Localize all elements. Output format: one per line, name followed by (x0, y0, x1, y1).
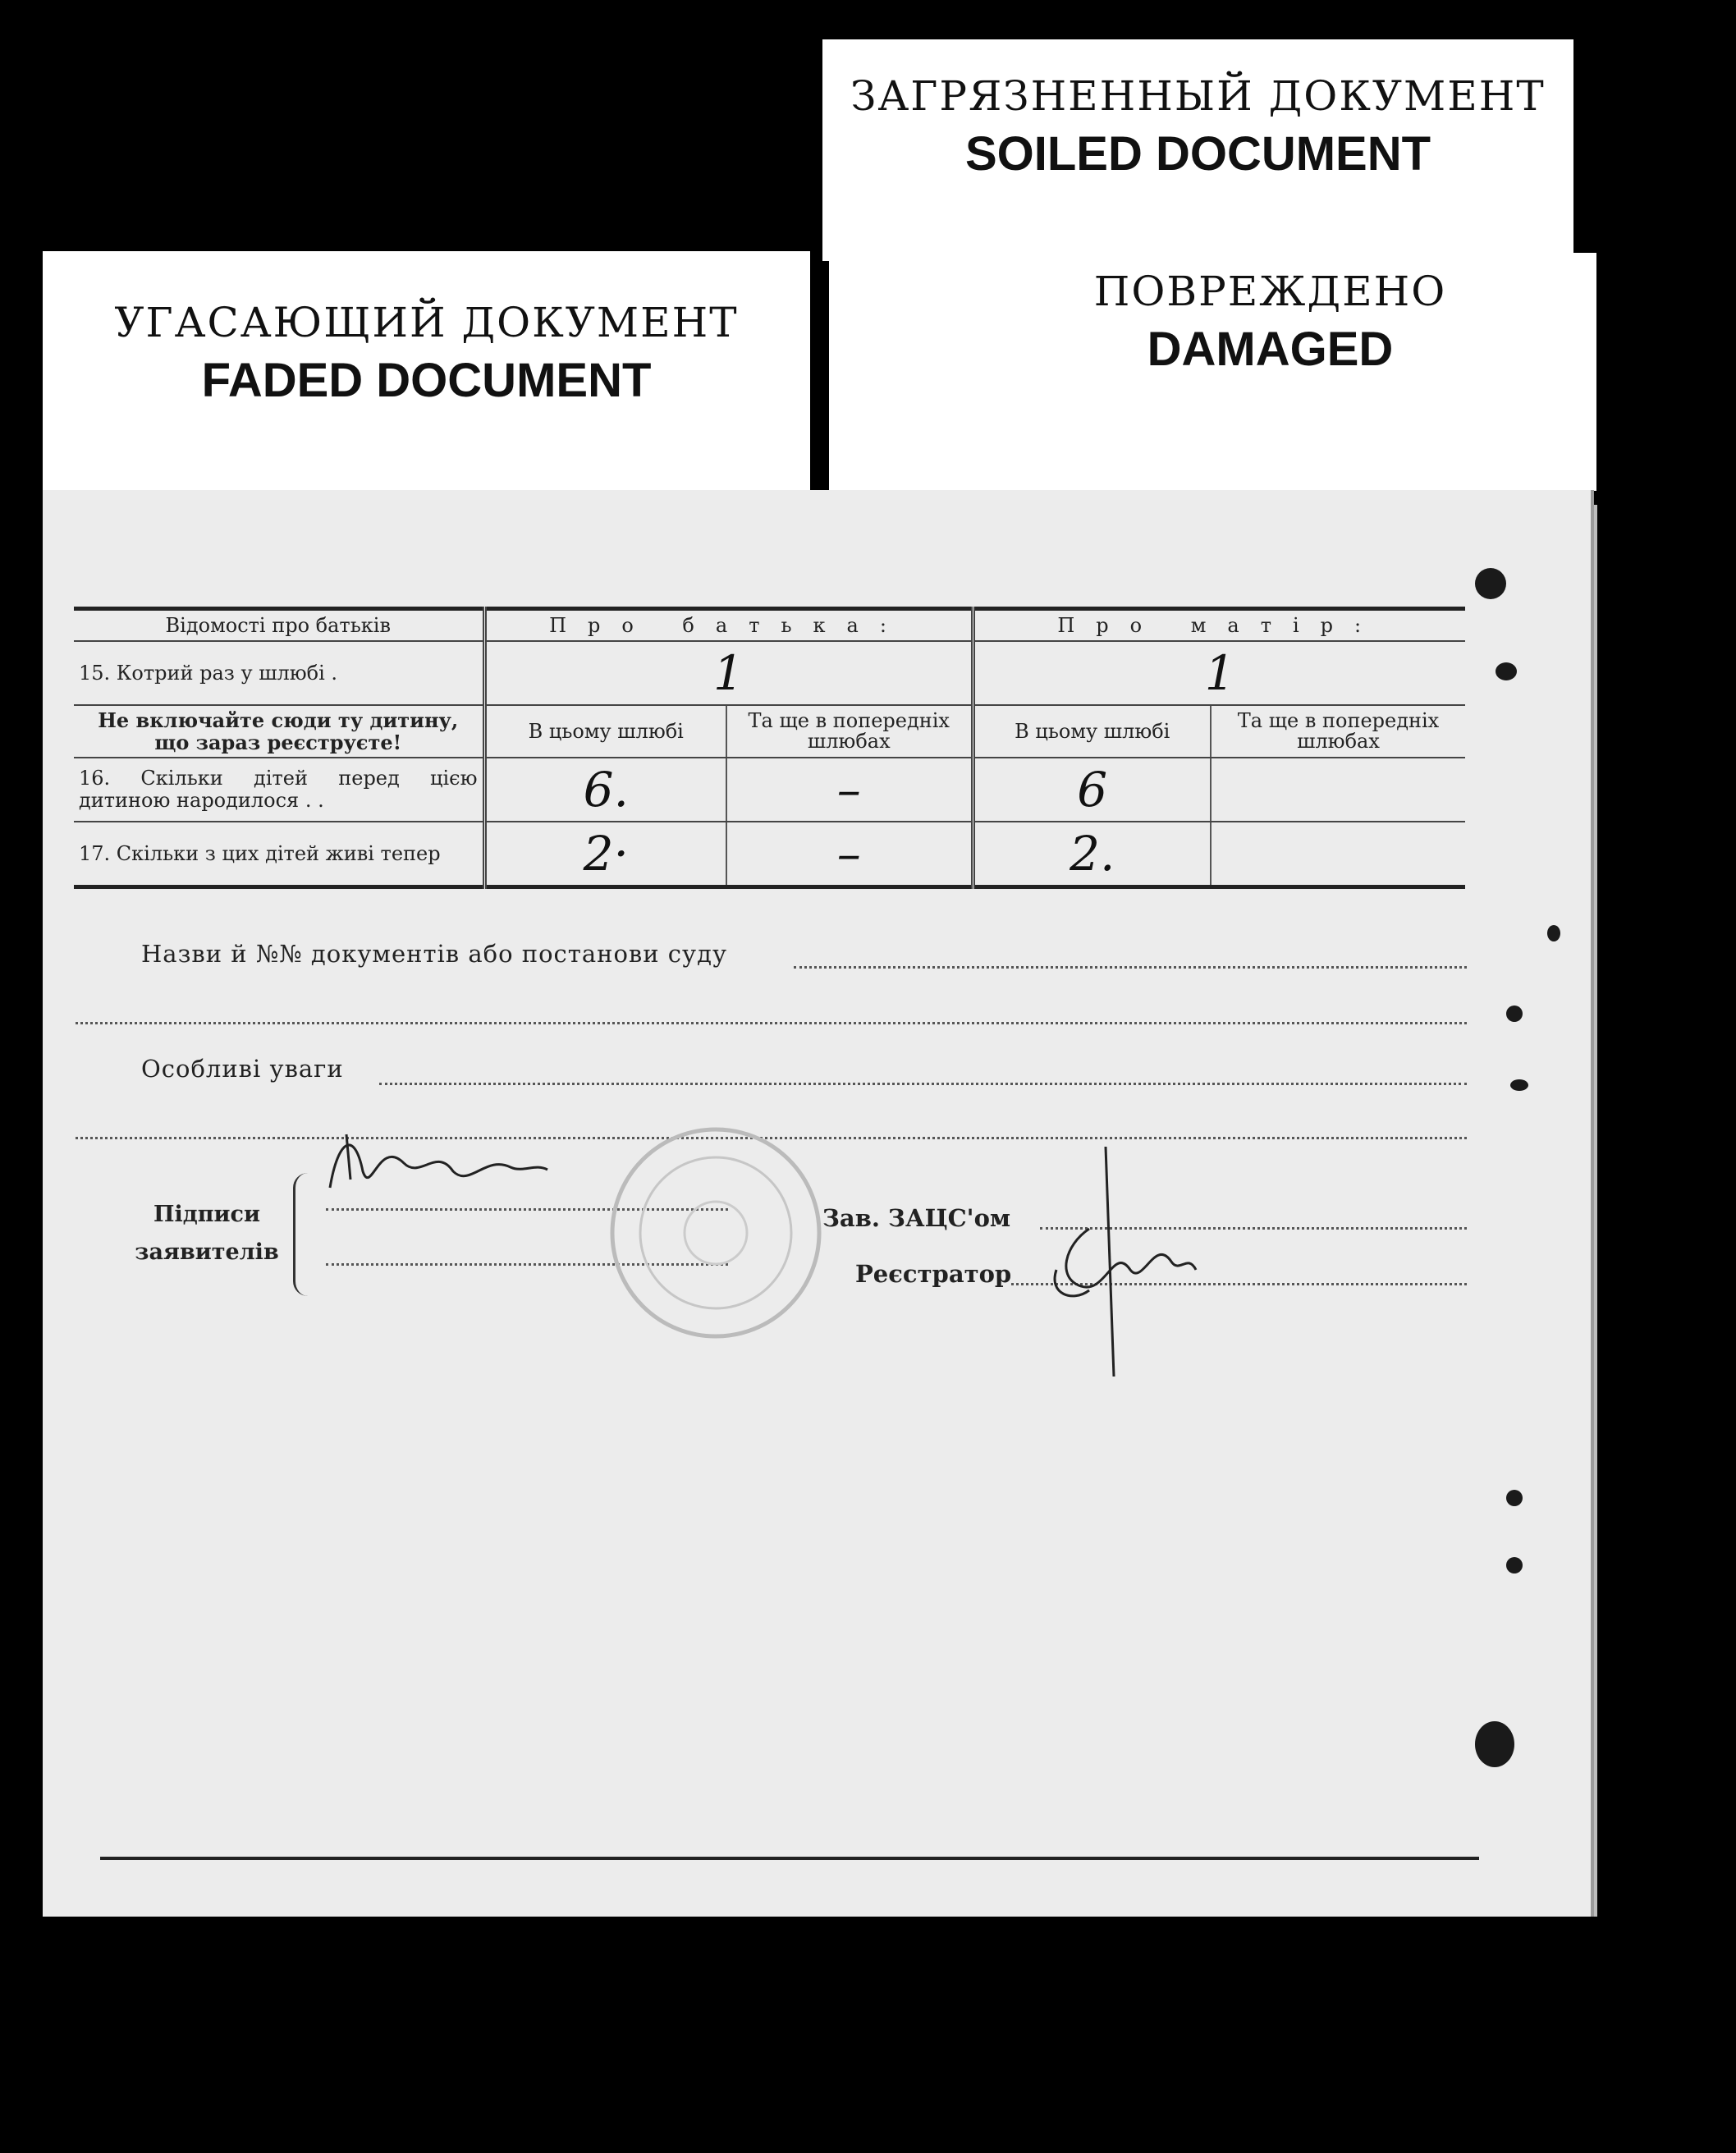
binding-hole-2 (1496, 662, 1517, 680)
father-this-marriage-header: В цьому шлюбі (484, 705, 726, 758)
soiled-label-ru: ЗАГРЯЗНЕННЫЙ ДОКУМЕНТ (850, 72, 1546, 120)
binding-hole-7 (1506, 1557, 1523, 1574)
head-label: Зав. ЗАЦС'ом (822, 1204, 1011, 1232)
row17-father-prev: – (726, 822, 973, 887)
sheet-bottom-rule (100, 1857, 1479, 1860)
damaged-label-en: DAMAGED (1147, 323, 1394, 376)
faded-document-label (43, 251, 810, 497)
header-father: Про батька: (484, 609, 973, 642)
remarks-field-line (379, 1083, 1467, 1085)
binding-hole-5 (1510, 1079, 1528, 1091)
row17-mother-prev (1211, 822, 1465, 887)
binding-hole-3 (1547, 925, 1560, 941)
mother-previous-marriages-header: Та ще в попередніх шлюбах (1211, 705, 1465, 758)
father-previous-marriages-header: Та ще в попередніх шлюбах (726, 705, 973, 758)
binding-hole-4 (1506, 1005, 1523, 1022)
soiled-label-en: SOILED DOCUMENT (964, 127, 1431, 181)
parents-info-table (74, 607, 1465, 889)
soiled-document-label (822, 39, 1573, 261)
binding-hole-6 (1506, 1490, 1523, 1506)
exclude-child-note: Не включайте сюди ту дитину, що зараз реєструєте! (74, 705, 484, 758)
official-signature (1040, 1147, 1204, 1393)
row16-father-prev: – (726, 758, 973, 822)
record-sheet (43, 490, 1594, 1917)
row16-mother-this: 6 (973, 758, 1211, 822)
binding-hole-1 (1475, 568, 1506, 599)
applicant-signature (314, 1122, 560, 1204)
documents-field-line-2 (76, 1022, 1467, 1024)
row16-father-this: 6. (484, 758, 726, 822)
row-marriage-count (74, 641, 1465, 705)
binding-hole-8 (1475, 1721, 1514, 1767)
row17-father-this: 2· (484, 822, 726, 887)
remarks-field-label: Особливі уваги (141, 1055, 344, 1083)
row-children-alive (74, 822, 1465, 887)
row15-father-value: 1 (484, 641, 973, 705)
row17-mother-this: 2. (973, 822, 1211, 887)
row16-label: 16. Скільки дітей перед цією дитиною народилося . . (74, 758, 484, 822)
faded-label-en: FADED DOCUMENT (201, 354, 652, 407)
row-children-born (74, 758, 1465, 822)
mother-this-marriage-header: В цьому шлюбі (973, 705, 1211, 758)
row17-label: 17. Скільки з цих дітей живі тепер (74, 822, 484, 887)
official-stamp (609, 1097, 822, 1368)
faded-label-ru: УГАСАЮЩИЙ ДОКУМЕНТ (114, 299, 739, 346)
table-subheader-row (74, 705, 1465, 758)
damaged-label-ru: ПОВРЕЖДЕНО (1093, 268, 1447, 315)
registrar-label: Реєстратор (855, 1260, 1012, 1288)
damaged-document-label (829, 253, 1596, 491)
row16-mother-prev (1211, 758, 1465, 822)
header-mother: Про матір: (973, 609, 1465, 642)
row15-mother-value: 1 (973, 641, 1465, 705)
row15-label: 15. Котрий раз у шлюбі . (74, 641, 484, 705)
signatures-brace (293, 1173, 310, 1296)
table-header-row (74, 609, 1465, 642)
documents-field-line (794, 966, 1467, 969)
header-parents-info: Відомості про батьків (74, 609, 484, 642)
documents-field-label: Назви й №№ документів або постанови суду (141, 940, 728, 968)
applicants-signatures-label: Підписи заявителів (135, 1202, 279, 1265)
